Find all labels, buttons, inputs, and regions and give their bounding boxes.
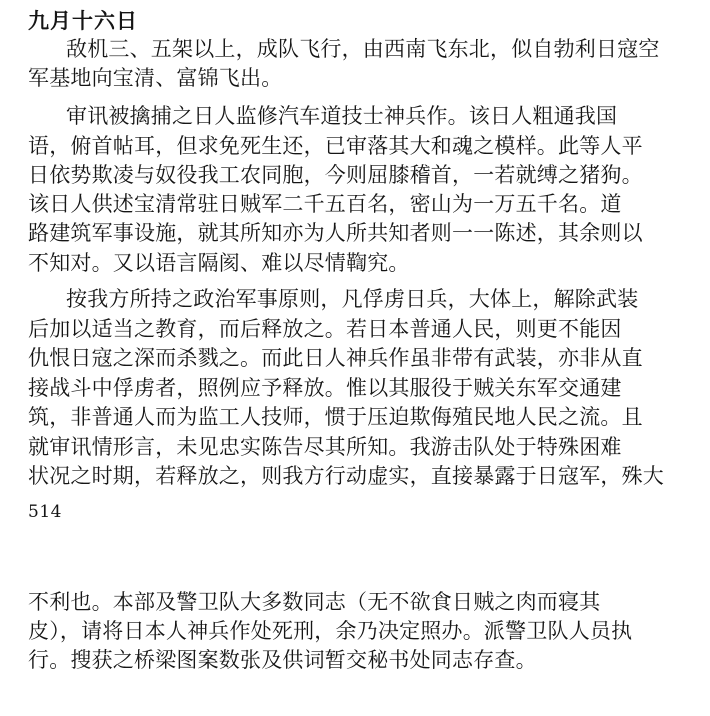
- section-title: 九月十六日: [28, 8, 138, 33]
- text-line: 敌机三、五架以上，成队飞行，由西南飞东北，似自勃利日寇空: [66, 37, 660, 61]
- text-line: 后加以适当之教育，而后释放之。若日本普通人民，则更不能因: [28, 317, 622, 341]
- text-line: 按我方所持之政治军事原则，凡俘虏日兵，大体上，解除武装: [66, 287, 639, 311]
- text-line: 军基地向宝清、富锦飞出。: [28, 66, 283, 90]
- text-line: 语，俯首帖耳，但求免死生还，已审落其大和魂之模样。此等人平: [28, 134, 643, 158]
- text-line: 皮），请将日本人神兵作处死刑，余乃决定照办。派警卫队人员执: [28, 619, 633, 643]
- text-line: 不利也。本部及警卫队大多数同志（无不欲食日贼之肉而寝其: [28, 590, 601, 614]
- text-line: 日依势欺凌与奴役我工农同胞，今则屈膝稽首，一若就缚之猪狗。: [28, 163, 643, 187]
- text-line: 审讯被擒捕之日人监修汽车道技士神兵作。该日人粗通我国: [66, 104, 618, 128]
- text-line: 不知对。又以语言隔阂、难以尽情鞫究。: [28, 251, 410, 275]
- text-line: 行。搜获之桥梁图案数张及供词暂交秘书处同志存查。: [28, 648, 537, 672]
- text-line: 路建筑军事设施，就其所知亦为人所共知者则一一陈述，其余则以: [28, 221, 643, 245]
- text-line: 该日人供述宝清常驻日贼军二千五百名，密山为一万五千名。道: [28, 192, 622, 216]
- text-line: 仇恨日寇之深而杀戮之。而此日人神兵作虽非带有武装，亦非从直: [28, 346, 643, 370]
- text-line: 状况之时期，若释放之，则我方行动虚实，直接暴露于日寇军，殊大: [28, 464, 664, 488]
- text-line: 接战斗中俘虏者，照例应予释放。惟以其服役于贼关东军交通建: [28, 376, 622, 400]
- page-number: 514: [28, 502, 62, 522]
- text-line: 筑，非普通人而为监工人技师，惯于压迫欺侮殖民地人民之流。且: [28, 405, 643, 429]
- text-line: 就审讯情形言，未见忠实陈告尽其所知。我游击队处于特殊困难: [28, 435, 622, 459]
